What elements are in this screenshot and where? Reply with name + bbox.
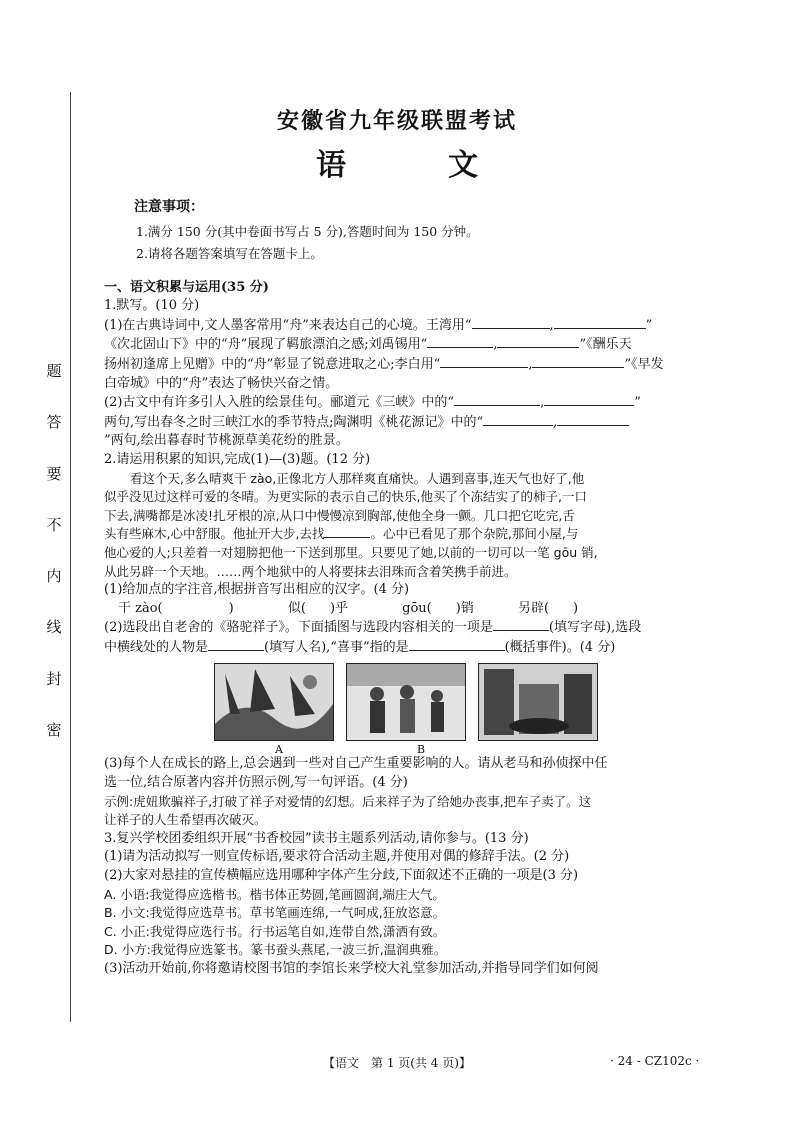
example-line: 示例:虎妞欺骗祥子,打破了祥子对爱情的幻想。后来祥子为了给她办丧事,把车子卖了。这 [104,793,592,809]
question-line: (2)古文中有许多引人入胜的绘景佳句。郦道元《三峡》中的“ , ” [104,395,641,411]
illustration-c [478,663,598,741]
option-a: A. 小语:我觉得应选楷书。楷书体正势圆,笔画圆润,端庄大气。 [104,886,445,902]
notice-item: 2.请将各题答案填写在答题卡上。 [136,245,323,261]
passage-line: 他心爱的人;只差着一对翅膀把他一下送到那里。只要见了她,以前的一切可以一笔 gōu 销, [104,544,598,560]
example-line: 让祥子的人生希望再次破灭。 [104,812,267,828]
sub-question: (2)选段出自老舍的《骆驼祥子》。下面插图与选段内容相关的一项是 (填写字母),选段 [104,620,642,636]
section-heading: 一、语文积累与运用(35 分) [104,279,269,295]
passage-line: 似乎没见过这样可爱的冬晴。为更实际的表示自己的快乐,他买了个冻结实了的柿子,一口 [104,489,587,505]
sub-question: 选一位,结合原著内容并仿照示例,写一句评语。(4 分) [104,775,408,791]
option-b: B. 小文:我觉得应选草书。草书笔画连绵,一气呵成,狂放恣意。 [104,905,446,921]
illustration-captions [214,741,704,755]
sub-question: (1)请为活动拟写一则宣传标语,要求符合活动主题,并使用对偶的修辞手法。(2 分) [104,849,570,865]
exam-code: · 24 - CZ102c · [610,1054,700,1068]
question-line: 《次北固山下》中的“舟”展现了羁旅漂泊之感;刘禹锡用“ , ”《酬乐天 [104,337,632,353]
subject-title: 语 文 [316,148,514,183]
notice-item: 1.满分 150 分(其中卷面书写占 5 分),答题时间为 150 分钟。 [136,223,479,239]
sub-question: (2)大家对悬挂的宣传横幅应选用哪种字体产生分歧,下面叙述不正确的一项是(3 分) [104,868,579,884]
seal-char: 内 [46,567,62,586]
option-d: D. 小方:我觉得应选篆书。篆书蚕头燕尾,一波三折,温润典雅。 [104,942,447,958]
sub-question: (3)每个人在成长的路上,总会遇到一些对自己产生重要影响的人。请从老马和孙侦探中任 [104,756,608,772]
seal-char: 题 [46,362,62,380]
seal-char: 不 [46,515,62,534]
question-line: ”两句,绘出暮春时节桃源草美花纷的胜景。 [104,433,349,449]
question-title: 1.默写。(10 分) [104,298,200,314]
notice-heading: 注意事项： [134,199,204,215]
exam-content [104,198,704,979]
question-line: (1)在古典诗词中,文人墨客常用“舟”来表达自己的心境。王湾用“ , ” [104,317,653,333]
passage-line: 下去,满嘴都是冰凌!扎牙根的凉,从口中慢慢凉到胸部,使他全身一颤。几口把它吃完,舌 [104,507,575,523]
passage-line: 头有些麻木,心中舒服。他扯开大步,去找 。心中已看见了那个杂院,那间小屋,与 [104,526,579,542]
sub-question: (1)给加点的字注音,根据拼音写出相应的汉字。(4 分) [104,582,410,598]
exam-title: 安徽省九年级联盟考试 [276,108,517,134]
reading-passage [104,470,704,582]
question-line: 两句,写出春冬之时三峡江水的季节特点;陶渊明《桃花源记》中的“ , [104,413,704,433]
binding-line [70,92,71,1022]
sub-question: (3)活动开始前,你将邀请校图书馆的李馆长来学校大礼堂参加活动,并指导同学们如何阅 [104,961,599,976]
caption-a: A [275,743,283,757]
illustration-b [346,663,466,741]
pinyin-row: 干 zào( ) 似( )乎 gōu( )销 另辟( ) [118,600,579,616]
illustration-a [214,663,334,741]
seal-char: 封 [46,669,62,688]
seal-char: 要 [46,464,62,483]
illustration-row [214,663,704,741]
sub-question: 中横线处的人物是 (填写人名),“喜事”指的是 (概括事件)。(4 分) [104,639,616,655]
question-line: 扬州初逢席上见赠》中的“舟”彰显了锐意进取之心;李白用“ , ”《早发 [104,356,664,372]
caption-b: B [416,743,426,757]
passage-line: 看这个天,多么晴爽干 zào,正像北方人那样爽直痛快。人遇到喜事,连天气也好了,他 [130,470,585,486]
passage-line: 从此另辟一个天地。……两个地狱中的人将要抹去泪珠而含着笑携手前进。 [104,563,517,579]
question-title: 2.请运用积累的知识,完成(1)—(3)题。(12 分) [104,451,371,467]
seal-char: 线 [46,618,62,637]
seal-char: 答 [46,413,62,432]
question-line: 白帝城》中的“舟”表达了畅快兴奋之情。 [104,375,339,391]
option-c: C. 小正:我觉得应选行书。行书运笔自如,连带自然,潇洒有致。 [104,923,446,939]
seal-line-notice [42,360,66,740]
page-footer: 【语文 第 1 页(共 4 页)】 [323,1056,471,1070]
seal-char: 密 [46,720,62,739]
question-title: 3.复兴学校团委组织开展“书香校园”读书主题系列活动,请你参与。(13 分) [104,830,529,846]
